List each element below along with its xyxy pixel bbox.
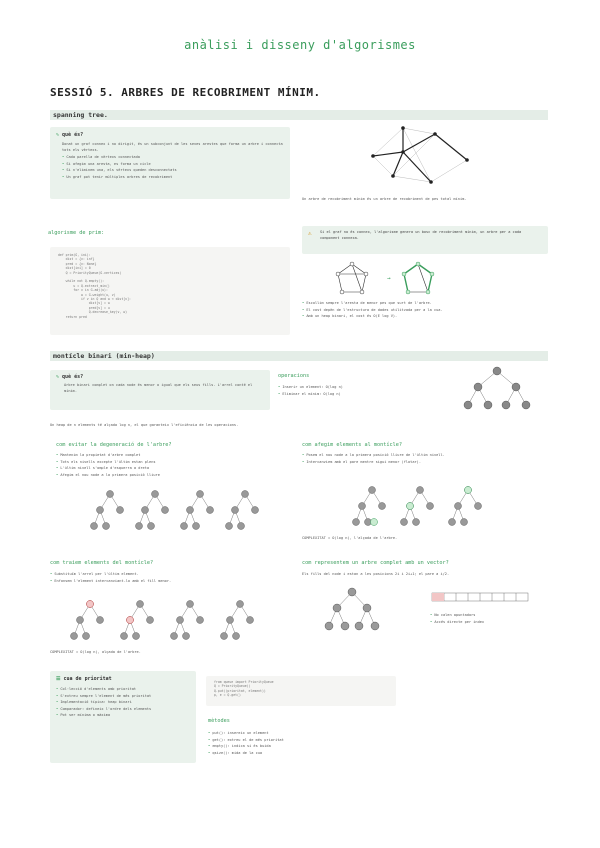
session-title: SESSIÓ 5. ARBRES DE RECOBRIMENT MÍNIM. [50,86,321,99]
prim-example-graphs [332,260,452,296]
svg-text:→: → [387,275,391,282]
add-heading: com afegim elements al montícle? [302,442,402,448]
ops-list [278,384,343,397]
list-item: • Amb un heap binari, el cost és O(E log V). [302,313,548,320]
prim-heading: algorisme de prim: [48,230,105,236]
list-item: • put(): insereix un element [208,730,284,737]
heap-definition-card [50,370,270,410]
spanning-tree-graph [365,120,480,192]
pq-code: from queue import PriorityQueue Q = PriorityQueue() Q.put((prioritat, element)) p, e = Q.get() [214,680,274,698]
section-spanning-tree: spanning tree. [50,110,548,120]
pq-list [56,686,190,719]
vector-tree [322,586,382,638]
list-item: • get(): extreu el de més prioritat [208,737,284,744]
methods-heading: mètodes [208,718,230,724]
list-item: • Enfonsem l'element intercanviant-lo amb el fill menor. [50,578,171,585]
list-item: • Afegim el nou node a la primera posició lliure [56,472,160,479]
methods-list [208,730,284,756]
section-heap: montícle binari (min-heap) [50,351,548,361]
list-item: • Mantenim la propietat d'arbre complet [56,452,160,459]
add-trees [352,484,492,534]
list-item: • Accés directe per índex [430,619,484,626]
card-title: ☰ cua de prioritat [56,676,112,682]
list-item: • Cada parella de vèrtexs connectada [62,154,284,161]
list-item: • Escollim sempre l'aresta de menor pes que surt de l'arbre. [302,300,548,307]
list-item: • Tots els nivells excepte l'últim estan plens [56,459,160,466]
list-item: • Inserir un element: O(log n) [278,384,343,391]
spanning-bullets [56,154,284,180]
prim-code: def prim(G, ini): dist = {v: inf} pred = {v: None} dist[ini] = 0 Q = PriorityQueue(G.vertices) while not Q.empty(): u = Q.extract_min() for v in G.adj(u): w = G.weight(u, v) if v in Q and w < dist[v]: dist[v] = w pred[v] = u Q.decrease_key(v, w) return pred [58,253,131,319]
pin-icon: ✎ [56,374,63,380]
remove-list [50,571,171,584]
heap-def: Arbre binari complet on cada node és menor o igual que els seus fills. L'arrel conté el mínim. [64,383,253,393]
list-item: • L'últim nivell s'omple d'esquerra a dreta [56,465,160,472]
card-title: ✎ què és? [56,132,84,138]
remove-heading: com traiem elements del montícle? [50,560,154,566]
list-item: • qsize(): mida de la cua [208,750,284,757]
list-icon: ☰ [56,676,64,682]
list-item: • S'extreu sempre l'element de més prioritat [56,693,190,700]
spanning-caption: Un arbre de recobriment mínim és un arbre de recobriment de pes total mínim. [302,197,467,201]
avoid-list [56,452,160,478]
add-list [302,452,445,465]
remove-trees [70,598,270,646]
list-item: • Intercanviem amb el pare mentre sigui menor (flotar). [302,459,445,466]
warning-icon: ⚠ [308,230,312,237]
list-item: • empty(): indica si és buida [208,743,284,750]
page-title: anàlisi i disseny d'algorismes [184,38,416,52]
avoid-heading: com evitar la degeneració de l'arbre? [56,442,172,448]
list-item: • Implementació típica: heap binari [56,699,190,706]
ops-heading: operacions [278,373,310,379]
prim-notes [302,300,548,320]
heap-tree-diagram [460,365,535,415]
avoid-trees [90,488,270,538]
list-item: • Si n'eliminem una, els vèrtexs queden desconnectats [62,167,284,174]
card-title: ✎ què és? [56,374,84,380]
pin-icon: ✎ [56,132,63,138]
list-item: • Eliminar el mínim: O(log n) [278,391,343,398]
spanning-definition-card [50,127,290,199]
list-item: • Comparador: defineix l'ordre dels elements [56,706,190,713]
list-item: • Un graf pot tenir múltiples arbres de recobriment [62,174,284,181]
heap-note: Un heap de n elements té alçada log n, el que garanteix l'eficiència de les operacions. [50,423,239,427]
vector-heading: com representem un arbre complet amb un vector? [302,560,449,566]
priority-queue-card [50,671,196,763]
vector-array [430,590,530,604]
prim-code-block [50,247,290,335]
callout-text: Si el graf no és connex, l'algorisme genera un bosc de recobriment mínim, un arbre per a cada component connexa. [320,230,522,240]
list-item: • No calen apuntadors [430,612,484,619]
list-item: • Substituïm l'arrel per l'últim element. [50,571,171,578]
list-item: • Posem el nou node a la primera posició lliure de l'últim nivell. [302,452,445,459]
pq-code-block [206,676,396,706]
add-cost: COMPLEXITAT = O(log n), l'alçada de l'arbre. [302,536,398,540]
list-item: • Pot ser mínima o màxima [56,712,190,719]
list-item: • El cost depèn de l'estructura de dades utilitzada per a la cua. [302,307,548,314]
list-item: • Si afegim una aresta, es forma un cicle [62,161,284,168]
list-item: • Col·lecció d'elements amb prioritat [56,686,190,693]
prim-callout [302,226,548,254]
vector-notes [430,612,484,625]
spanning-intro: Donat un graf connex i no dirigit, és un subconjunt de les seves arestes que forma un arbre i connecta tots els vèrtexs. [62,142,283,152]
remove-cost: COMPLEXITAT = O(log n), alçada de l'arbre. [50,650,141,654]
vector-text: Els fills del node i estan a les posicions 2i i 2i+1; el pare a i/2. [302,572,450,576]
